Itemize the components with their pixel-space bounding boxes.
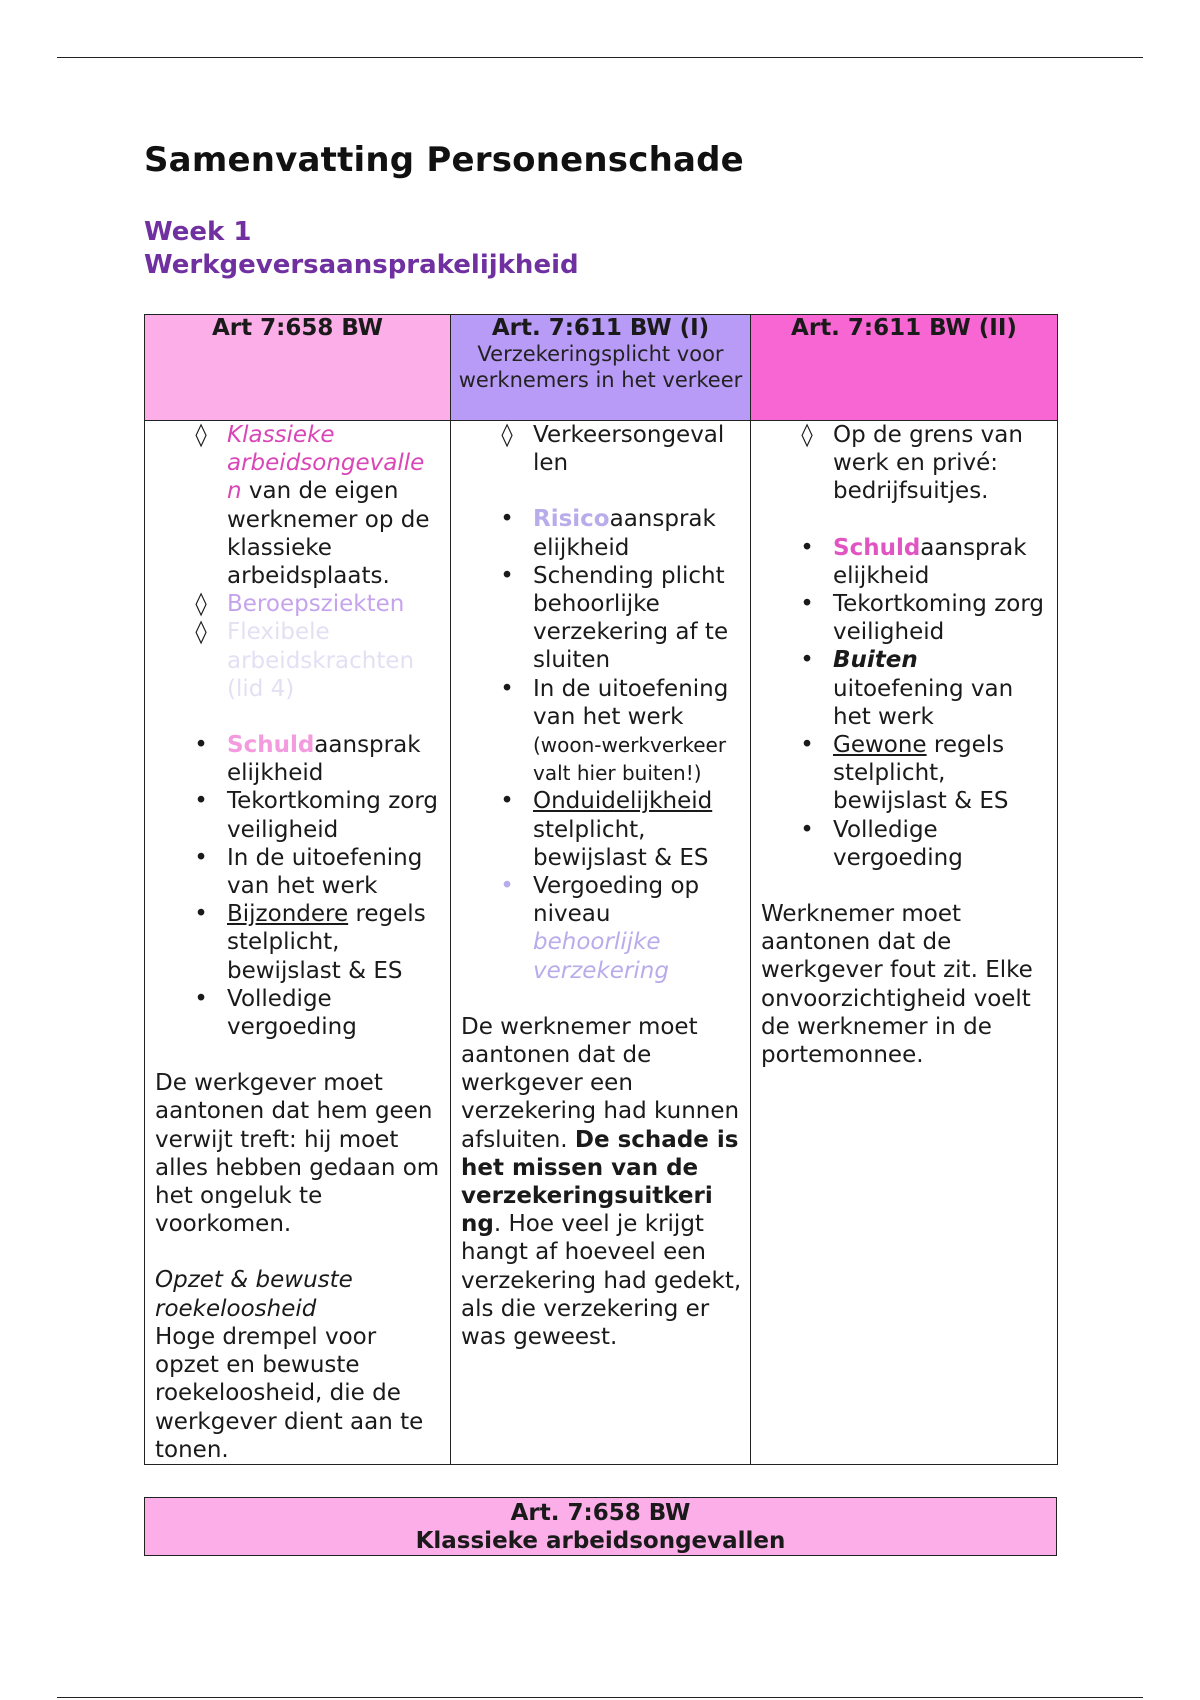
list-item: ◊ Op de grens van werk en privé: bedrijfsuitjes.	[801, 422, 1023, 505]
list-item: ◊ Beroepsziekten	[195, 591, 405, 618]
header-art-7-611-i: Art. 7:611 BW (I) Verzekeringsplicht voor werknemers in het verkeer	[451, 315, 751, 421]
explanation-paragraph: De werkgever moet aantonen dat hem geen verwijt treft: hij moet alles hebben gedaan om het ongeluk te voorkomen.	[155, 1070, 440, 1238]
week-heading	[144, 216, 579, 282]
list-item: ◊ Verkeersongeval len	[501, 422, 725, 477]
section-header-line-1: Art. 7:658 BW	[510, 1499, 691, 1526]
list-item: • Gewone regels stelplicht, bewijslast & ES	[800, 732, 1009, 815]
bullet-list	[761, 534, 1049, 872]
list-item: • Vergoeding op niveau behoorlijke verzekering	[500, 873, 700, 984]
section-header-cell	[145, 1498, 1057, 1556]
list-item: • Risicoaansprak elijkheid	[500, 506, 716, 561]
table-header-row	[145, 315, 1058, 421]
list-item: • Schuldaansprak elijkheid	[194, 732, 421, 787]
explanation-paragraph: De werknemer moet aantonen dat de werkgever een verzekering had kunnen afsluiten. De schade is het missen van de verzekeringsuitkeri ng. Hoe veel je krijgt hangt af hoeveel een verzekering had gedekt, als die verzekering er was geweest.	[461, 1013, 742, 1351]
table-body-row	[145, 421, 1058, 1465]
italic-heading: Opzet & bewuste roekeloosheid	[155, 1267, 353, 1322]
list-item: • Tekortkoming zorg veiligheid	[800, 591, 1044, 646]
section-label: Werkgeversaansprakelijkheid	[144, 250, 579, 280]
list-item: • Bijzondere regels stelplicht, bewijslast & ES	[194, 901, 426, 984]
comparison-table	[144, 314, 1058, 1465]
bottom-rule	[57, 1697, 1143, 1698]
column-art-7-611-ii	[751, 421, 1058, 1465]
list-item: • Volledige vergoeding	[194, 985, 357, 1041]
explanation-paragraph-2: Hoge drempel voor opzet en bewuste roekeloosheid, die de werkgever dient aan te tonen.	[155, 1323, 424, 1463]
diamond-list	[761, 421, 1049, 506]
list-item: • Volledige vergoeding	[800, 816, 963, 871]
top-rule	[57, 57, 1143, 58]
bullet-list	[155, 731, 442, 1041]
list-item: • In de uitoefening van het werk	[194, 844, 423, 900]
column-art-7-658	[145, 421, 451, 1465]
header-art-7-658: Art 7:658 BW	[145, 315, 451, 421]
document-title: Samenvatting Personenschade	[144, 140, 744, 180]
section-header-table	[144, 1497, 1057, 1556]
list-item: • Schuldaansprak elijkheid	[800, 534, 1027, 589]
list-item: • Schending plicht behoorlijke verzekering af te sluiten	[500, 562, 729, 674]
header-subtitle: Verzekeringsplicht voor werknemers in het verkeer	[458, 342, 743, 392]
column-art-7-611-i	[451, 421, 751, 1465]
list-item: • Tekortkoming zorg veiligheid	[194, 788, 438, 843]
section-header-line-2: Klassieke arbeidsongevallen	[415, 1527, 786, 1554]
list-item: ◊ Klassieke arbeidsongevalle n van de eigen werknemer op de klassieke arbeidsplaats.	[195, 422, 430, 590]
list-item: • In de uitoefening van het werk (woon-werkverkeer valt hier buiten!)	[500, 675, 729, 786]
explanation-paragraph: Werknemer moet aantonen dat de werkgever fout zit. Elke onvoorzichtigheid voelt de werknemer in de portemonnee.	[761, 901, 1033, 1069]
list-item: • Onduidelijkheid stelplicht, bewijslast & ES	[500, 788, 713, 871]
diamond-list	[461, 421, 742, 477]
week-label: Week 1	[144, 217, 252, 247]
list-item: ◊ Flexibele arbeidskrachten (lid 4)	[195, 619, 415, 702]
bullet-list	[461, 505, 742, 984]
list-item: • Buiten uitoefening van het werk	[800, 647, 1014, 730]
diamond-list	[155, 421, 442, 703]
header-art-7-611-ii: Art. 7:611 BW (II)	[751, 315, 1058, 421]
